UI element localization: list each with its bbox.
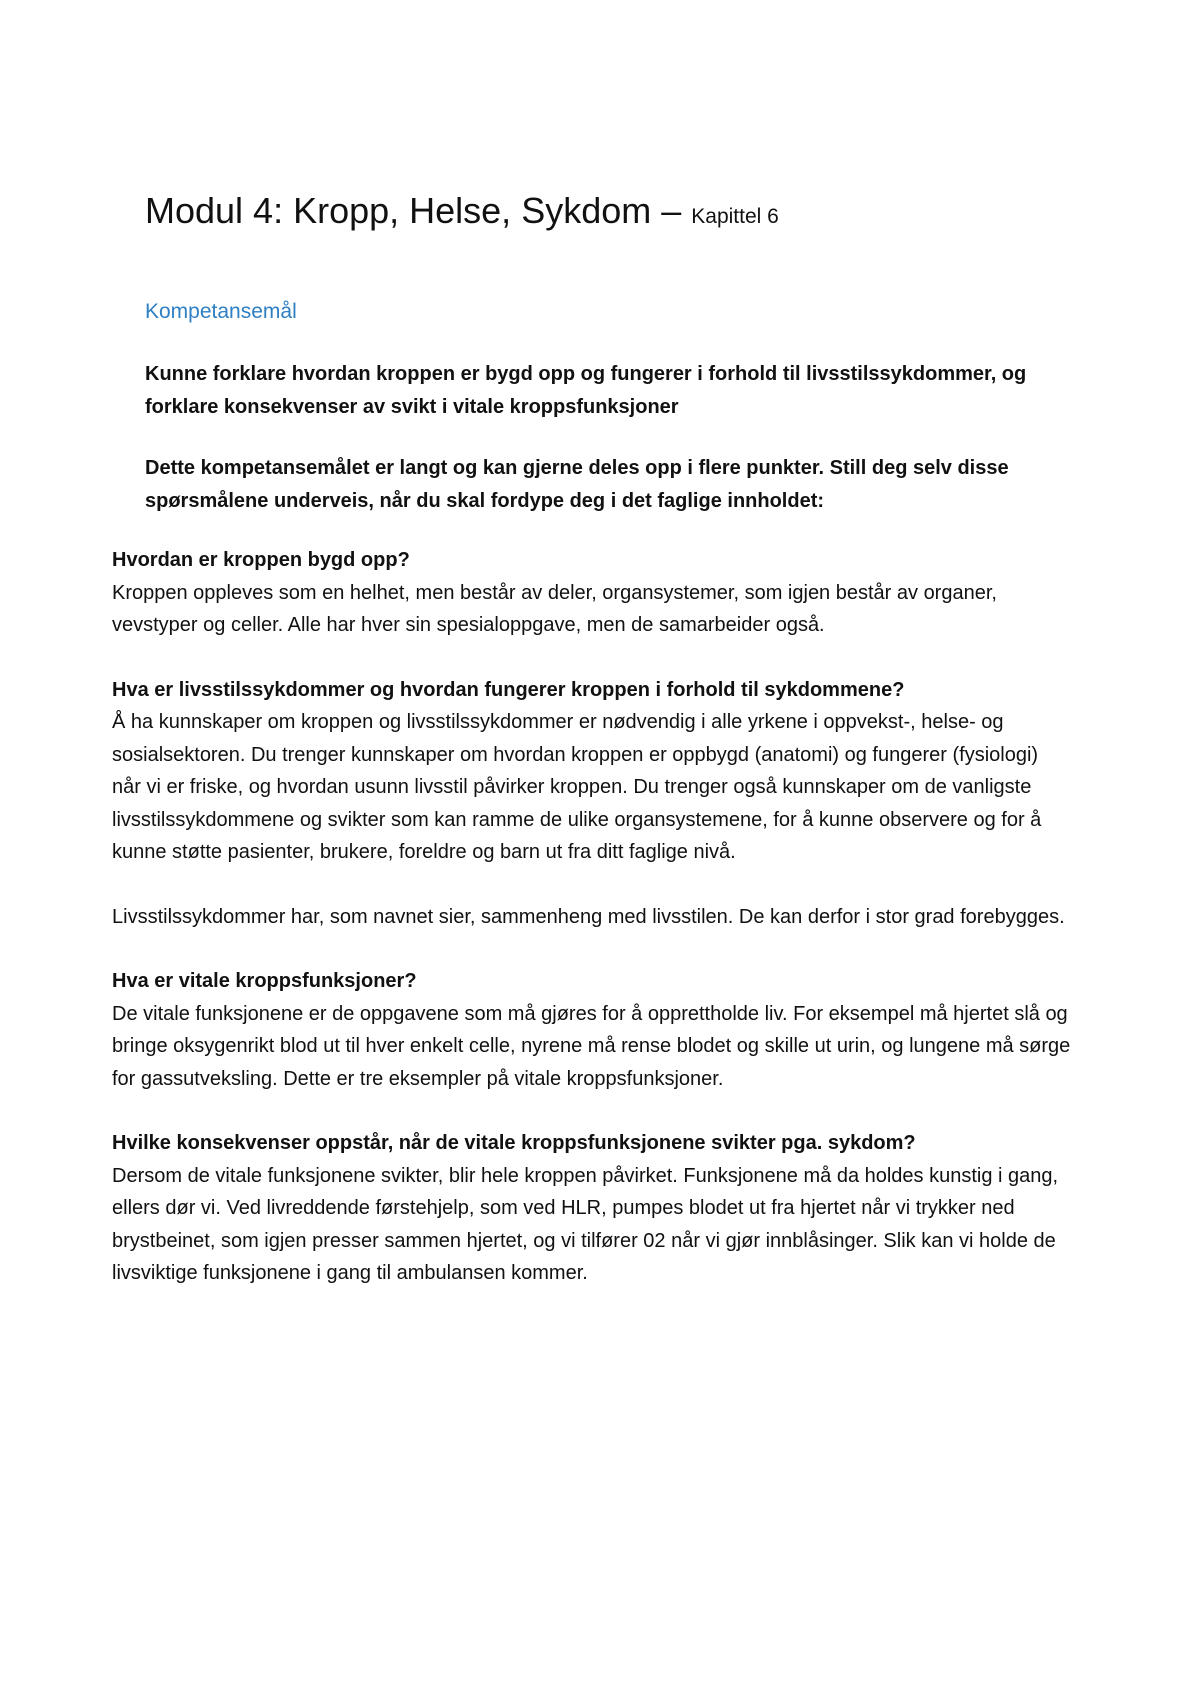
section-paragraph: Kroppen oppleves som en helhet, men består av deler, organsystemer, som igjen består av organer, vevstyper og celler. Alle har hver sin spesialoppgave, men de samarbeider også. <box>112 581 997 636</box>
kompetanse-heading: Kompetansemål <box>145 300 297 323</box>
page-title <box>145 190 779 232</box>
sections-container <box>112 544 1072 1322</box>
section-paragraph: Dersom de vitale funksjonene svikter, blir hele kroppen påvirket. Funksjonene må da holdes kunstig i gang, ellers dør vi. Ved livreddende førstehjelp, som ved HLR, pumpes blodet ut fra hjertet når vi trykker ned brystbeinet, som igjen presser sammen hjertet, og vi tilfører 02 når vi gjør innblåsinger. Slik kan vi holde de livsviktige funksjonene i gang til ambulansen kommer. <box>112 1164 1059 1284</box>
section-paragraph: Å ha kunnskaper om kroppen og livsstilssykdommer er nødvendig i alle yrkene i oppvekst-, helse- og sosialsektoren. Du trenger kunnskaper om hvordan kroppen er oppbygd (anatomi) og fungerer (fysiologi) når vi er friske, og hvordan usunn livsstil påvirker kroppen. Du trenger også kunnskaper om de vanligste livsstilssykdommene og svikter som kan ramme de ulike organsystemene, for å kunne observere og for å kunne støtte pasienter, brukere, foreldre og barn ut fra ditt faglige nivå. <box>112 711 1042 863</box>
section-heading: Hvordan er kroppen bygd opp? <box>112 549 410 571</box>
section-heading: Hva er livsstilssykdommer og hvordan fungerer kroppen i forhold til sykdommene? <box>112 678 905 701</box>
competence-goal: Kunne forklare hvordan kroppen er bygd opp og fungerer i forhold til livsstilssykdommer, og forklare konsekvenser av svikt i vitale kroppsfunksjoner <box>145 363 1027 418</box>
section-paragraph: Livsstilssykdommer har, som navnet sier, sammenheng med livsstilen. De kan derfor i stor grad forebygges. <box>112 905 1065 928</box>
section-paragraph: De vitale funksjonene er de oppgavene som må gjøres for å opprettholde liv. For eksempel må hjertet slå og bringe oksygenrikt blod ut til hver enkelt celle, nyrene må rense blodet og skille ut urin, og lungene må sørge for gassutveksling. Dette er tre eksempler på vitale kroppsfunksjoner. <box>112 1002 1071 1090</box>
section-vital-functions <box>112 965 1072 1095</box>
section-heading: Hva er vitale kroppsfunksjoner? <box>112 970 417 992</box>
section-heading: Hvilke konsekvenser oppstår, når de vitale kroppsfunksjonene svikter pga. sykdom? <box>112 1132 916 1154</box>
section-lifestyle-diseases <box>112 674 1072 934</box>
instruction-text: Dette kompetansemålet er langt og kan gjerne deles opp i flere punkter. Still deg selv disse spørsmålene underveis, når du skal fordype deg i det faglige innholdet: <box>145 457 1009 512</box>
section-consequences <box>112 1127 1072 1290</box>
title-chapter: Kapittel 6 <box>691 205 779 228</box>
title-main: Modul 4: Kropp, Helse, Sykdom – <box>145 190 692 231</box>
section-body-structure <box>112 544 1072 642</box>
